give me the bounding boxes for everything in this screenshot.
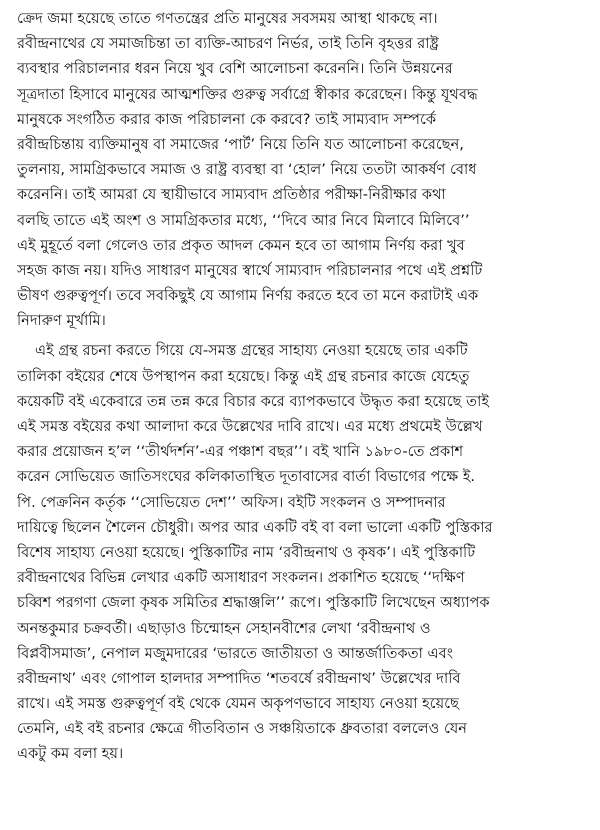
paragraph-1 [17, 6, 587, 333]
text-line: এই সমস্ত বইয়ের কথা আলাদা করে উল্লেখের দাবি রাখে। এর মধ্যে প্রথমেই উল্লেখ [17, 418, 483, 435]
text-line: বিপ্লবীসমাজ’, নেপাল মজুমদারের ‘ভারতে জাতীয়তা ও আন্তর্জাতিকতা এবং [17, 644, 453, 662]
paragraph-2 [17, 338, 587, 766]
text-line: রাখে। এই সমস্ত গুরুত্বপূর্ণ বই থেকে যেমন অকৃপণভাবে সাহায্য নেওয়া হয়েছে [17, 695, 459, 713]
text-line: রবীন্দ্রচিন্তায় ব্যক্তিমানুষ বা সমাজের ‘পার্ট’ নিয়ে তিনি যত আলোচনা করেছেন, [17, 135, 464, 153]
text-line: রবীন্দ্রনাথ’ এবং গোপাল হালদার সম্পাদিত ‘শতবর্ষে রবীন্দ্রনাথ’ উল্লেখের দাবি [17, 669, 461, 687]
text-line: কয়েকটি বই একেবারে তন্ন তন্ন করে বিচার করে ব্যাপকভাবে উদ্ধৃত করা হয়েছে তাই [17, 392, 489, 410]
text-line: তালিকা বইয়ের শেষে উপস্থাপন করা হয়েছে। কিন্তু এই গ্রন্থ রচনার কাজে যেহেতু [17, 367, 470, 385]
text-line: এই মুহূর্তে বলা গেলেও তার প্রকৃত আদল কেমন হবে তা আগাম নির্ণয় করা খুব [17, 236, 465, 254]
text-line: বিশেষ সাহায্য নেওয়া হয়েছে। পুস্তিকাটির নাম ‘রবীন্দ্রনাথ ও কৃষক’। এই পুস্তিকাটি [17, 543, 476, 561]
text-line: সহজ কাজ নয়। যদিও সাধারণ মানুষের স্বার্থে সাম্যবাদ পরিচালনার পথে এই প্রশ্নটি [17, 261, 483, 279]
text-line: করেননি। তাই আমরা যে স্থায়ীভাবে সাম্যবাদ প্রতিষ্ঠার পরীক্ষা-নিরীক্ষার কথা [17, 186, 446, 204]
text-line: মানুষকে সংগঠিত করার কাজ পরিচালনা কে করবে? তাই সাম্যবাদ সম্পর্কে [17, 110, 437, 128]
text-line: ক্রেদ জমা হয়েছে তাতে গণতন্ত্রের প্রতি মানুষের সবসময় আস্থা থাকছে না। [17, 10, 438, 27]
text-line: একটু কম বলা হয়। [17, 745, 124, 763]
text-line: রবীন্দ্রনাথের যে সমাজচিন্তা তা ব্যক্তি-আচরণ নির্ভর, তাই তিনি বৃহত্তর রাষ্ট্র [17, 35, 439, 53]
document-page [17, 6, 587, 826]
text-line: চব্বিশ পরগণা জেলা কৃষক সমিতির শ্রদ্ধাঞ্জলি’’ রূপে। পুস্তিকাটি লিখেছেন অধ্যাপক [17, 594, 490, 612]
text-line: ভীষণ গুরুত্বপূর্ণ। তবে সবকিছুই যে আগাম নির্ণয় করতে হবে তা মনে করাটাই এক [17, 287, 479, 305]
text-line: পি. পেক্রনিন কর্তৃক ‘‘সোভিয়েত দেশ’’ অফিস। বইটি সংকলন ও সম্পাদনার [17, 493, 446, 511]
text-line: করেন সোভিয়েত জাতিসংঘের কলিকাতাস্থিত দূতাবাসের বার্তা বিভাগের পক্ষে ই. [17, 468, 476, 486]
text-line: করার প্রয়োজন হ’ল ‘‘তীর্থদর্শন’-এর পঞ্চাশ বছর’’। বই খানি ১৯৮০-তে প্রকাশ [17, 443, 464, 461]
text-line: তুলনায়, সামগ্রিকভাবে সমাজ ও রাষ্ট্র ব্যবস্থা বা ‘হোল’ নিয়ে ততটা আকর্ষণ বোধ [17, 161, 477, 179]
text-line: বলছি তাতে এই অংশ ও সামগ্রিকতার মধ্যে, ‘‘দিবে আর নিবে মিলাবে মিলিবে’’ [17, 211, 470, 229]
text-line: রবীন্দ্রনাথের বিভিন্ন লেখার একটি অসাধারণ সংকলন। প্রকাশিত হয়েছে ‘‘দক্ষিণ [17, 569, 465, 587]
text-line: সূত্রদাতা হিসাবে মানুষের আত্মশক্তির গুরুত্ব সর্বাগ্রে স্বীকার করেছেন। কিন্তু যূথবদ্ধ [17, 85, 478, 103]
text-line: ব্যবস্থার পরিচালনার ধরন নিয়ে খুব বেশি আলোচনা করেননি। তিনি উন্নয়নের [17, 60, 453, 78]
text-line: তেমনি, এই বই রচনার ক্ষেত্রে গীতবিতান ও সঞ্চয়িতাকে ধ্রুবতারা বললেও যেন [17, 720, 468, 738]
text-line: এই গ্রন্থ রচনা করতে গিয়ে যে-সমস্ত গ্রন্থের সাহায্য নেওয়া হয়েছে তার একটি [35, 342, 468, 360]
text-line: অনন্তকুমার চক্রবর্তী। এছাড়াও চিন্মোহন সেহানবীশের লেখা ‘রবীন্দ্রনাথ ও [17, 619, 431, 637]
text-line: নিদারুণ মূর্খামি। [17, 312, 106, 330]
text-line: দায়িত্বে ছিলেন শৈলেন চৌধুরী। অপর আর একটি বই বা বলা ভালো একটি পুস্তিকার [17, 518, 493, 536]
